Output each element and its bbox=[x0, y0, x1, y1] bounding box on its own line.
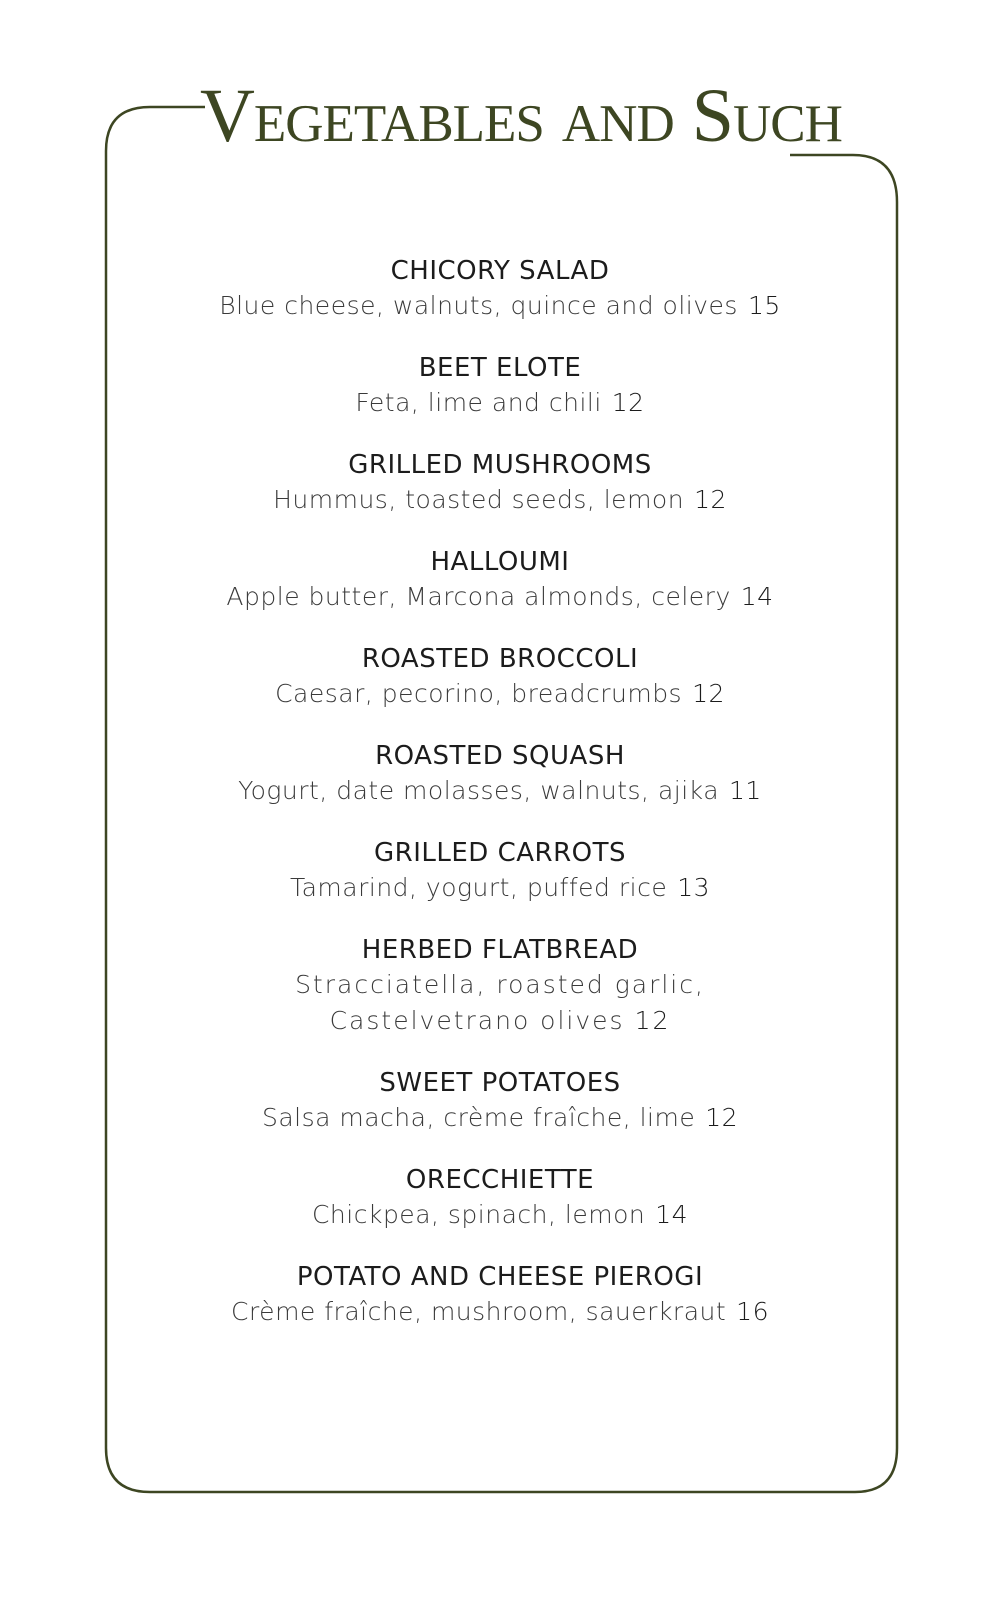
item-price: 12 bbox=[611, 388, 645, 417]
menu-item bbox=[150, 1260, 850, 1330]
item-description-line bbox=[150, 1197, 850, 1233]
item-name: SWEET POTATOES bbox=[379, 1068, 621, 1098]
item-name: ROASTED SQUASH bbox=[375, 741, 625, 771]
menu-item bbox=[150, 1163, 850, 1233]
item-description: Stracciatella, roasted garlic, bbox=[295, 970, 705, 999]
item-description-line bbox=[150, 482, 850, 518]
item-description: Apple butter, Marcona almonds, celery bbox=[226, 582, 731, 611]
item-price: 11 bbox=[729, 776, 762, 805]
item-price: 13 bbox=[677, 873, 711, 902]
item-name: ROASTED BROCCOLI bbox=[361, 644, 639, 674]
item-description: Feta, lime and chili bbox=[355, 388, 602, 417]
item-price: 12 bbox=[705, 1103, 739, 1132]
item-description-line bbox=[150, 773, 850, 809]
item-price: 12 bbox=[634, 1006, 671, 1035]
menu-item bbox=[150, 642, 850, 712]
item-price: 14 bbox=[655, 1200, 689, 1229]
item-description-line bbox=[150, 288, 850, 324]
item-name: HALLOUMI bbox=[430, 547, 570, 577]
menu-item bbox=[150, 351, 850, 421]
menu-item bbox=[150, 836, 850, 906]
item-description-line bbox=[150, 1003, 850, 1039]
item-name: HERBED FLATBREAD bbox=[361, 935, 639, 965]
item-description: Yogurt, date molasses, walnuts, ajika bbox=[238, 776, 720, 805]
menu-item bbox=[150, 545, 850, 615]
item-description-line bbox=[150, 1294, 850, 1330]
item-name: GRILLED CARROTS bbox=[374, 838, 626, 868]
item-description: Castelvetrano olives bbox=[329, 1006, 625, 1035]
item-description: Blue cheese, walnuts, quince and olives bbox=[219, 291, 738, 320]
menu-list bbox=[150, 254, 850, 1357]
item-description: Hummus, toasted seeds, lemon bbox=[273, 485, 685, 514]
item-description: Caesar, pecorino, breadcrumbs bbox=[275, 679, 683, 708]
item-price: 16 bbox=[736, 1297, 769, 1326]
item-description-line bbox=[150, 870, 850, 906]
menu-item bbox=[150, 254, 850, 324]
item-price: 12 bbox=[692, 679, 725, 708]
menu-item bbox=[150, 448, 850, 518]
item-description: Tamarind, yogurt, puffed rice bbox=[289, 873, 668, 902]
menu-title: Vegetables and Such bbox=[200, 74, 842, 158]
item-price: 14 bbox=[740, 582, 774, 611]
item-name: GRILLED MUSHROOMS bbox=[348, 450, 652, 480]
item-price: 12 bbox=[694, 485, 727, 514]
item-description: Crème fraîche, mushroom, sauerkraut bbox=[231, 1297, 727, 1326]
item-name: ORECCHIETTE bbox=[405, 1165, 595, 1195]
item-description-line bbox=[150, 579, 850, 615]
item-name: POTATO AND CHEESE PIEROGI bbox=[296, 1262, 704, 1292]
item-name: BEET ELOTE bbox=[418, 353, 582, 383]
menu-item bbox=[150, 739, 850, 809]
item-description: Salsa macha, crème fraîche, lime bbox=[261, 1103, 696, 1132]
item-price: 15 bbox=[747, 291, 781, 320]
item-description-line bbox=[150, 676, 850, 712]
item-name: CHICORY SALAD bbox=[390, 256, 610, 286]
menu-item bbox=[150, 1066, 850, 1136]
item-description-line bbox=[150, 385, 850, 421]
item-description: Chickpea, spinach, lemon bbox=[311, 1200, 646, 1229]
menu-item bbox=[150, 933, 850, 1039]
item-description-line bbox=[150, 1100, 850, 1136]
